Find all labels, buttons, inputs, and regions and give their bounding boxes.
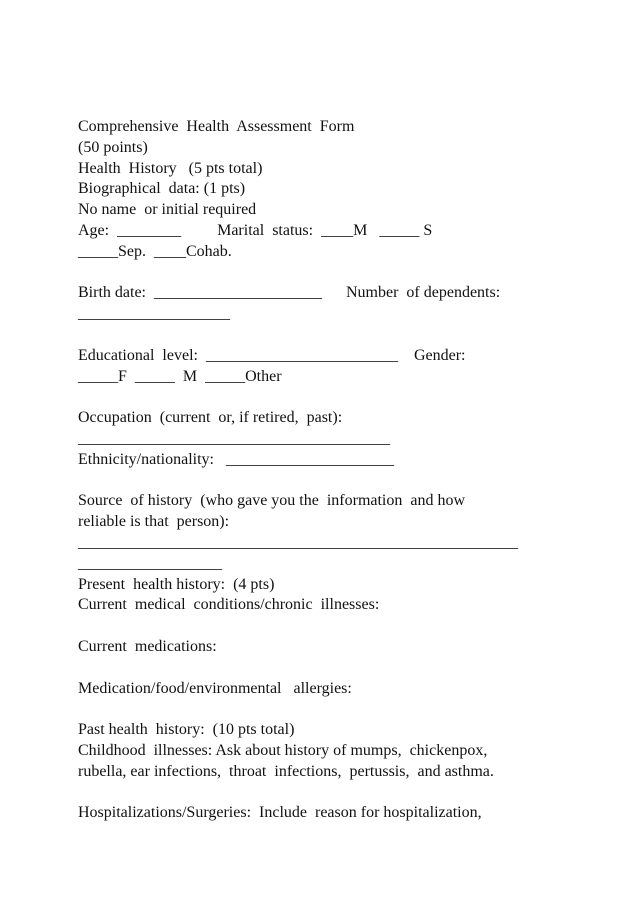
blank-line	[78, 325, 598, 346]
form-line: Childhood illnesses: Ask about history of mumps, chickenpox,	[78, 741, 488, 759]
form-line: Birth date: _____________________ Number of dependents:	[78, 284, 501, 302]
form-line: reliable is that person):	[78, 513, 230, 531]
form-line: (50 points)	[78, 138, 148, 156]
form-line: Biographical data: (1 pts)	[78, 180, 246, 198]
form-line: Hospitalizations/Surgeries: Include reason for hospitalization,	[78, 804, 482, 822]
form-line: Educational level: ________________________ Gender:	[78, 346, 466, 364]
blank-line	[78, 471, 598, 492]
form-line: __________________	[78, 554, 222, 572]
blank-line	[78, 699, 598, 720]
form-line: ___________________	[78, 305, 230, 323]
form-line: Age: ________ Marital status: ____M _____ S	[78, 221, 433, 239]
form-line: Medication/food/environmental allergies:	[78, 679, 352, 697]
blank-line	[78, 387, 598, 408]
form-line: rubella, ear infections, throat infections, pertussis, and asthma.	[78, 762, 494, 780]
form-line: Current medical conditions/chronic illnesses:	[78, 596, 380, 614]
blank-line	[78, 263, 598, 284]
form-line: Occupation (current or, if retired, past):	[78, 409, 343, 427]
form-text-body	[78, 117, 598, 824]
blank-line	[78, 616, 598, 637]
form-line: Present health history: (4 pts)	[78, 575, 275, 593]
form-line: Comprehensive Health Assessment Form	[78, 118, 355, 135]
form-line: Current medications:	[78, 637, 217, 655]
form-line: Source of history (who gave you the information and how	[78, 492, 466, 510]
form-line: Ethnicity/nationality: _____________________	[78, 450, 394, 468]
form-line: _______________________________________________________	[78, 533, 518, 551]
form-line: Past health history: (10 pts total)	[78, 721, 295, 739]
blank-line	[78, 658, 598, 679]
form-line: _____Sep. ____Cohab.	[78, 242, 232, 260]
form-line: Health History (5 pts total)	[78, 159, 263, 177]
form-line: _____F _____ M _____Other	[78, 367, 282, 385]
form-line: _______________________________________	[78, 429, 390, 447]
blank-line	[78, 783, 598, 804]
form-line: No name or initial required	[78, 201, 257, 219]
